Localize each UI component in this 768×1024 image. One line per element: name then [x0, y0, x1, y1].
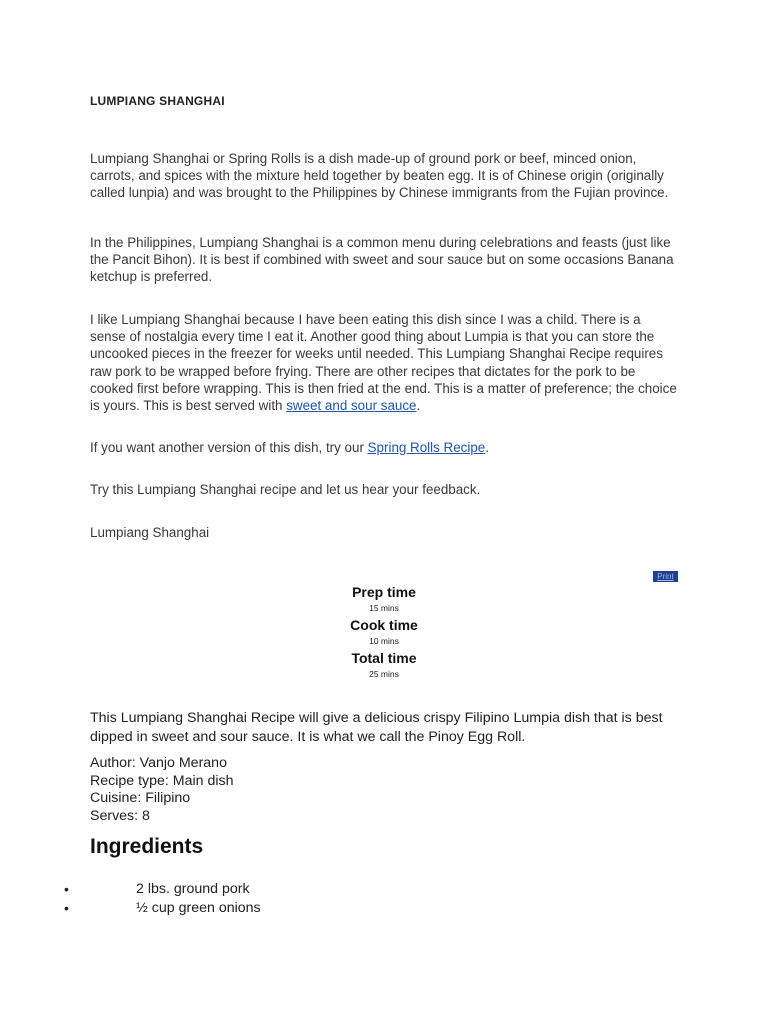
- total-time-value: 25 mins: [369, 669, 399, 679]
- cook-time-label: Cook time: [350, 617, 418, 633]
- ingredient-item: • 2 lbs. ground pork: [64, 881, 250, 897]
- paragraph-4-text: If you want another version of this dish, try our: [90, 440, 368, 455]
- paragraph-4-end: .: [485, 440, 489, 455]
- cook-time-value: 10 mins: [369, 636, 399, 646]
- recipe-description: This Lumpiang Shanghai Recipe will give a delicious crispy Filipino Lumpia dish that is best dipped in sweet and sour sauce. It is what we call the Pinoy Egg Roll.: [90, 710, 663, 745]
- intro-paragraph-1: Lumpiang Shanghai or Spring Rolls is a dish made-up of ground pork or beef, minced onion, carrots, and spices with the mixture held together by beaten egg. It is of Chinese origin (originally called lunpia) and was brought to the Philippines by Chinese immigrants from the Fujian province.: [90, 151, 669, 201]
- recipe-type: Recipe type: Main dish: [90, 772, 234, 789]
- recipe-author: Author: Vanjo Merano: [90, 755, 227, 771]
- sweet-and-sour-sauce-link[interactable]: sweet and sour sauce: [286, 398, 417, 414]
- recipe-serves: Serves: 8: [90, 807, 150, 824]
- ingredients-list: [64, 880, 680, 918]
- total-time-label: Total time: [351, 650, 417, 666]
- bullet-icon: •: [64, 900, 69, 916]
- recipe-meta: [90, 755, 234, 825]
- recipe-times: [290, 582, 478, 681]
- intro-paragraph-5: Try this Lumpiang Shanghai recipe and let us hear your feedback.: [90, 482, 481, 497]
- recipe-cuisine: Cuisine: Filipino: [90, 790, 191, 806]
- recipe-name: Lumpiang Shanghai: [90, 525, 210, 540]
- intro-paragraph-4: [90, 439, 680, 456]
- page-title: LUMPIANG SHANGHAI: [90, 94, 225, 108]
- paragraph-3-end: .: [416, 398, 421, 414]
- ingredient-item: • ½ cup green onions: [64, 900, 261, 916]
- intro-paragraph-2: In the Philippines, Lumpiang Shanghai is a common menu during celebrations and feasts (just like the Pancit Bihon). It is best if combined with sweet and sour sauce but on some occasions Banana ketchup is preferred.: [90, 235, 674, 285]
- paragraph-3-text: I like Lumpiang Shanghai because I have been eating this dish since I was a child. There is a sense of nostalgia every time I eat it. Another good thing about Lumpia is that you can store the uncooked pieces in the freezer for weeks until needed. This Lumpiang Shanghai Recipe requires raw pork to be wrapped before frying. There are other recipes that dictates for the pork to be cooked first before wrapping. This is then fried at the end. This is a matter of preference; the choice is yours. This is best served with: [90, 312, 677, 414]
- intro-paragraph-3: [90, 311, 680, 414]
- prep-time-value: 15 mins: [369, 603, 399, 613]
- prep-time-label: Prep time: [352, 584, 416, 600]
- spring-rolls-recipe-link[interactable]: Spring Rolls Recipe: [367, 440, 486, 455]
- bullet-icon: •: [64, 881, 69, 897]
- ingredients-heading: Ingredients: [90, 835, 204, 858]
- print-button[interactable]: Print: [653, 571, 678, 582]
